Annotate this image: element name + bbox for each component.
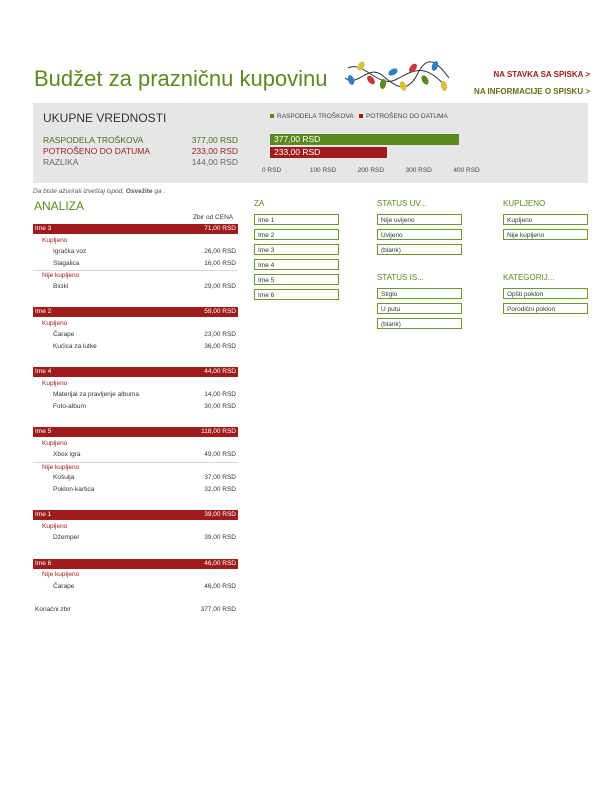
pivot-row-label: Kupljeno — [42, 379, 68, 387]
pivot-row-label: Kupljeno — [42, 522, 68, 530]
pivot-row-value: 16,00 RSD — [204, 259, 236, 267]
pivot-item-row — [33, 342, 238, 352]
pivot-row-value: 39,00 RSD — [204, 534, 236, 541]
pivot-group-row[interactable] — [33, 427, 238, 437]
analysis-title: ANALIZA — [34, 199, 85, 213]
chart-tick-label: 100 RSD — [309, 167, 337, 174]
pivot-group-row[interactable] — [33, 510, 238, 520]
pivot-row-label: Nije kupljeno — [42, 571, 80, 578]
pivot-row-label: Kupljeno — [42, 439, 68, 447]
pivot-item-row — [33, 330, 238, 340]
summary-row-allocation — [43, 135, 238, 145]
chart-data-label: 377,00 RSD — [274, 134, 321, 144]
slicer-status-uv-item[interactable]: Nije uvijeno — [377, 214, 462, 225]
legend-label: RASPODELA TROŠKOVA — [277, 113, 354, 120]
pivot-row-value: 44,00 RSD — [204, 368, 236, 375]
slicer-za-title: ZA — [254, 199, 265, 208]
page-title: Budžet za prazničnu kupovinu — [34, 66, 328, 91]
pivot-subgroup-row[interactable] — [33, 236, 238, 246]
pivot-row-label: Nije kupljeno — [42, 463, 80, 471]
pivot-item-row — [33, 390, 238, 400]
pivot-row-label: Ime 1 — [35, 511, 52, 518]
pivot-group-row[interactable] — [33, 367, 238, 377]
pivot-group-row[interactable] — [33, 559, 238, 569]
chart-tick-label: 0 RSD — [262, 167, 282, 174]
pivot-row-value: 36,00 RSD — [204, 342, 236, 350]
pivot-row-label: Čarape — [53, 331, 75, 338]
slicer-za-item[interactable]: Ime 2 — [254, 229, 339, 240]
pivot-row-value: 32,00 RSD — [204, 485, 236, 493]
pivot-row-value: 37,00 RSD — [204, 474, 236, 481]
pivot-subgroup-row[interactable] — [33, 522, 238, 532]
pivot-row-value: 30,00 RSD — [204, 402, 236, 410]
pivot-row-value: 26,00 RSD — [204, 248, 236, 255]
pivot-row-label: Džemper — [53, 534, 80, 541]
pivot-row-label: Slagalica — [53, 259, 80, 267]
chart-tick-label: 400 RSD — [453, 167, 480, 174]
pivot-group-row[interactable] — [33, 307, 238, 317]
slicer-za-item[interactable]: Ime 6 — [254, 289, 339, 300]
pivot-item-row — [33, 485, 238, 495]
pivot-row-value: 29,00 RSD — [204, 282, 236, 290]
pivot-row-label: Ime 6 — [35, 559, 52, 567]
chart-bar-spent — [270, 147, 387, 158]
pivot-item-row — [33, 247, 238, 257]
pivot-row-value: 23,00 RSD — [204, 331, 236, 338]
slicer-status-is-title: STATUS IS... — [377, 273, 424, 282]
summary-panel — [33, 103, 588, 183]
pivot-subgroup-row[interactable] — [33, 570, 238, 580]
pivot-row-value: 46,00 RSD — [204, 582, 236, 590]
pivot-row-label: Bicikl — [53, 282, 69, 290]
summary-value: 377,00 RSD — [191, 135, 238, 145]
pivot-subgroup-row[interactable] — [33, 270, 238, 280]
pivot-group-row[interactable] — [33, 224, 238, 234]
pivot-subgroup-row[interactable] — [33, 439, 238, 449]
slicer-status-uv-item[interactable]: (blank) — [377, 244, 462, 255]
summary-title: UKUPNE VREDNOSTI — [43, 111, 167, 125]
note-text: Da biste ažurirali izveštaj ispod, — [33, 188, 125, 195]
slicer-status-is-item[interactable]: Stiglo — [377, 288, 462, 299]
summary-label: RAZLIKA — [43, 157, 79, 167]
chart-tick-label: 300 RSD — [405, 167, 432, 174]
summary-value: 144,00 RSD — [191, 157, 238, 167]
slicer-status-uv-title: STATUS UV... — [377, 199, 427, 208]
pivot-subgroup-row[interactable] — [33, 319, 238, 329]
legend-allocation — [270, 113, 354, 120]
summary-label: RASPODELA TROŠKOVA — [43, 135, 144, 145]
pivot-row-label: Ime 4 — [35, 368, 52, 375]
chart-data-label: 233,00 RSD — [274, 147, 321, 157]
slicer-kupljeno-item[interactable]: Kupljeno — [503, 214, 588, 225]
pivot-row-label: Kupljeno — [42, 319, 68, 327]
pivot-subgroup-row[interactable] — [33, 379, 238, 389]
pivot-row-label: Poklon-kartica — [53, 485, 95, 493]
slicer-kategorija-item[interactable]: Porodični poklon — [503, 303, 588, 314]
pivot-item-row — [33, 402, 238, 412]
pivot-item-row — [33, 450, 238, 460]
pivot-item-row — [33, 533, 238, 543]
pivot-row-value: 14,00 RSD — [204, 391, 236, 398]
string-lights-icon — [343, 58, 451, 98]
pivot-row-label: Čarape — [53, 582, 75, 590]
link-list-info[interactable]: NA INFORMACIJE O SPISKU > — [474, 87, 590, 96]
pivot-item-row — [33, 473, 238, 483]
summary-row-spent — [43, 146, 238, 156]
pivot-item-row — [33, 259, 238, 269]
pivot-row-label: Foto-album — [53, 402, 86, 410]
legend-label: POTROŠENO DO DATUMA — [366, 113, 448, 120]
slicer-za-item[interactable]: Ime 4 — [254, 259, 339, 270]
pivot-total-row — [33, 605, 238, 615]
slicer-status-is-item[interactable]: (blank) — [377, 318, 462, 329]
summary-value: 233,00 RSD — [191, 146, 238, 156]
link-list-items[interactable]: NA STAVKA SA SPISKA > — [493, 70, 590, 79]
pivot-subgroup-row[interactable] — [33, 462, 238, 472]
pivot-row-label: Nije kupljeno — [42, 272, 80, 279]
pivot-row-label: Kupljeno — [42, 236, 68, 244]
slicer-za-item[interactable]: Ime 1 — [254, 214, 339, 225]
chart-bar-allocation — [270, 134, 459, 145]
slicer-status-uv-item[interactable]: Uvijeno — [377, 229, 462, 240]
slicer-kategorija-item[interactable]: Opšti poklon — [503, 288, 588, 299]
refresh-link[interactable]: Osvežite — [125, 188, 153, 195]
pivot-row-value: 118,00 RSD — [201, 428, 236, 435]
pivot-row-label: Košulja — [53, 474, 75, 481]
slicer-za-item[interactable]: Ime 3 — [254, 244, 339, 255]
pivot-row-label: Ime 5 — [35, 428, 52, 435]
legend-swatch — [270, 114, 274, 118]
summary-row-difference — [43, 157, 238, 167]
pivot-item-row — [33, 582, 238, 592]
chart-tick-label: 200 RSD — [357, 167, 385, 174]
note-text: ga . — [154, 188, 166, 195]
pivot-row-value: 39,00 RSD — [204, 511, 236, 518]
pivot-column-header: Zbir od CENA — [193, 214, 234, 221]
pivot-row-label: Konačni zbir — [35, 606, 71, 613]
summary-label: POTROŠENO DO DATUMA — [43, 146, 151, 156]
pivot-row-label: Ime 3 — [35, 225, 52, 232]
slicer-status-is-item[interactable]: U putu — [377, 303, 462, 314]
pivot-row-value: 377,00 RSD — [200, 606, 236, 613]
pivot-item-row — [33, 282, 238, 292]
legend-spent — [359, 113, 448, 120]
slicer-kupljeno-title: KUPLJENO — [503, 199, 546, 208]
slicer-kupljeno-item[interactable]: Nije kupljeno — [503, 229, 588, 240]
pivot-row-label: Ime 2 — [35, 308, 52, 315]
pivot-row-value: 59,00 RSD — [204, 308, 236, 315]
refresh-note — [33, 188, 165, 195]
pivot-row-label: Xbox igra — [53, 451, 81, 458]
pivot-row-value: 71,00 RSD — [204, 225, 236, 232]
pivot-row-label: Igračka voz — [53, 248, 87, 255]
pivot-row-label: Materijal za pravljenje albuma — [53, 391, 139, 398]
pivot-row-value: 46,00 RSD — [204, 559, 236, 567]
pivot-row-label: Kućica za lutke — [53, 342, 97, 350]
slicer-za-item[interactable]: Ime 5 — [254, 274, 339, 285]
legend-swatch — [359, 114, 363, 118]
slicer-kategorija-title: KATEGORIJ... — [503, 273, 555, 282]
pivot-row-value: 49,00 RSD — [204, 451, 236, 458]
